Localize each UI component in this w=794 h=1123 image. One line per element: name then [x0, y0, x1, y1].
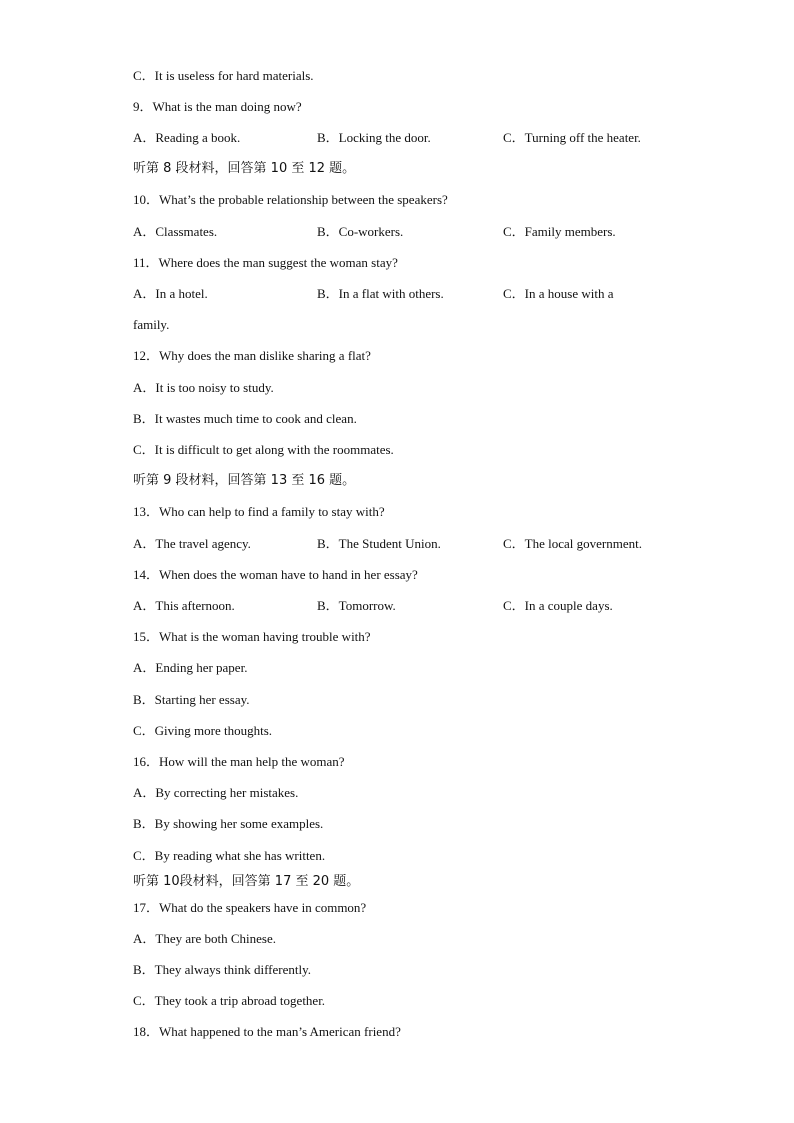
option-9c: C．Turning off the heater. [503, 130, 641, 145]
option-17c: C．They took a trip abroad together. [133, 993, 326, 1008]
option-16c: C．By reading what she has written. [133, 848, 326, 863]
option-15a: A．Ending her paper. [133, 660, 248, 675]
option-10c: C．Family members. [503, 224, 616, 239]
question-16: 16．How will the man help the woman? [133, 754, 345, 769]
option-16a: A．By correcting her mistakes. [133, 785, 299, 800]
option-12b: B．It wastes much time to cook and clean. [133, 411, 357, 426]
option-8c: C．It is useless for hard materials. [133, 68, 314, 83]
option-16b: B．By showing her some examples. [133, 816, 324, 831]
option-14b: B．Tomorrow. [317, 598, 396, 613]
option-12c: C．It is difficult to get along with the roommates. [133, 442, 394, 457]
option-14c: C．In a couple days. [503, 598, 613, 613]
option-11c: C．In a house with a [503, 286, 614, 301]
question-10: 10．What’s the probable relationship between the speakers? [133, 192, 448, 207]
option-11a: A．In a hotel. [133, 286, 208, 301]
question-18: 18．What happened to the man’s American friend? [133, 1024, 401, 1039]
option-10b: B．Co-workers. [317, 224, 404, 239]
question-15: 15．What is the woman having trouble with? [133, 629, 371, 644]
option-11b: B．In a flat with others. [317, 286, 444, 301]
option-13c: C．The local government. [503, 536, 642, 551]
option-17b: B．They always think differently. [133, 962, 311, 977]
option-13a: A．The travel agency. [133, 536, 251, 551]
option-12a: A．It is too noisy to study. [133, 380, 274, 395]
section-heading-9: 听第 9 段材料，回答第 13 至 16 题。 [133, 473, 356, 488]
question-12: 12．Why does the man dislike sharing a flat? [133, 348, 371, 363]
question-11: 11．Where does the man suggest the woman stay? [133, 255, 398, 270]
question-13: 13．Who can help to find a family to stay with? [133, 504, 385, 519]
option-14a: A．This afternoon. [133, 598, 235, 613]
option-9a: A．Reading a book. [133, 130, 241, 145]
option-9b: B．Locking the door. [317, 130, 431, 145]
option-15c: C．Giving more thoughts. [133, 723, 273, 738]
option-13b: B．The Student Union. [317, 536, 441, 551]
section-heading-8: 听第 8 段材料，回答第 10 至 12 题。 [133, 161, 356, 176]
option-17a: A．They are both Chinese. [133, 931, 276, 946]
option-11c-continued: family. [133, 317, 170, 332]
question-9: 9．What is the man doing now? [133, 99, 302, 114]
question-14: 14．When does the woman have to hand in her essay? [133, 567, 418, 582]
option-10a: A．Classmates. [133, 224, 218, 239]
section-heading-10: 听第 10段材料，回答第 17 至 20 题。 [133, 874, 360, 889]
question-17: 17．What do the speakers have in common? [133, 900, 367, 915]
option-15b: B．Starting her essay. [133, 692, 250, 707]
